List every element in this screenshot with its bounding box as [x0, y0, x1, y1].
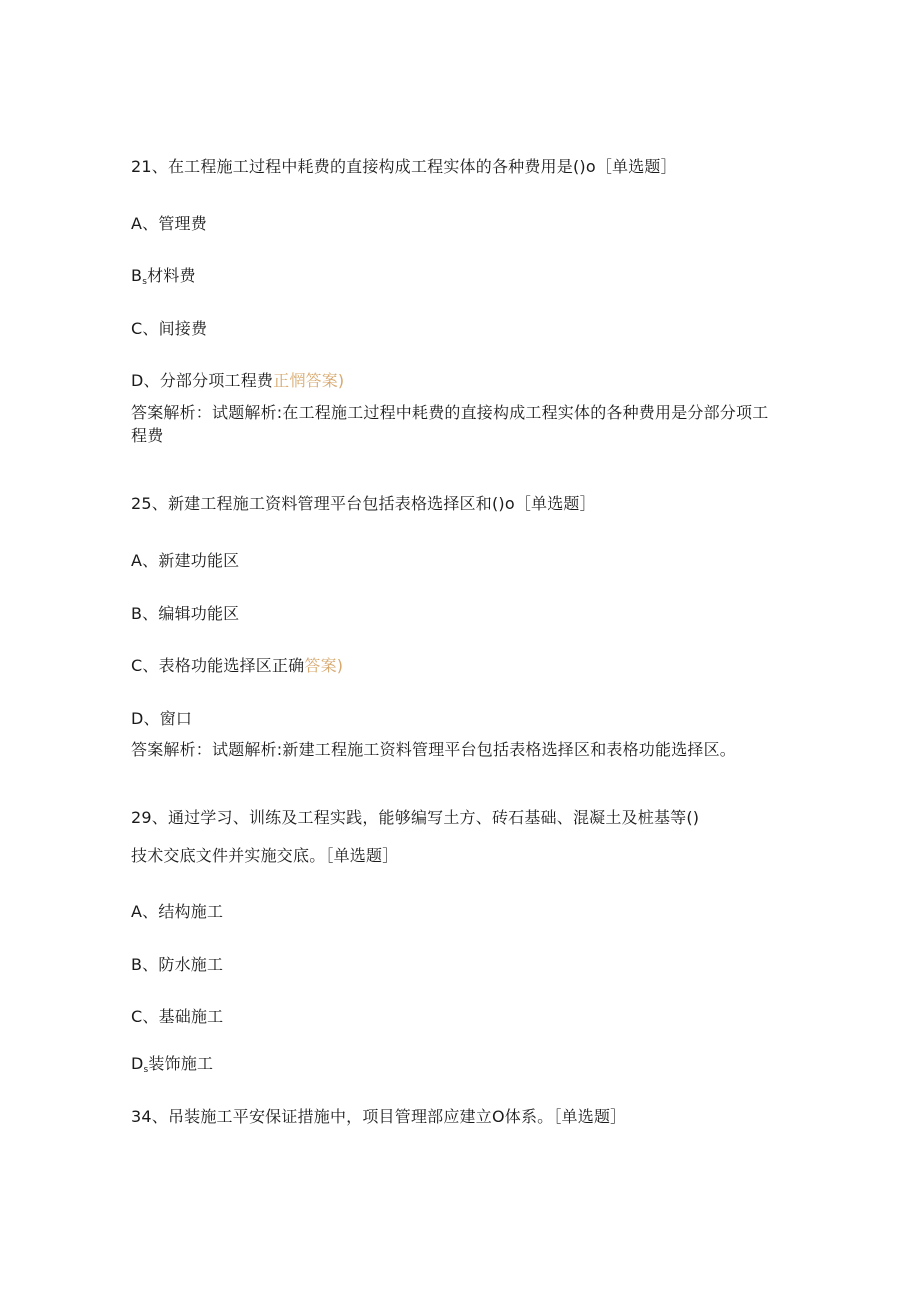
question-25-option-c: [131, 655, 343, 677]
correct-answer-mark: 答案): [304, 656, 344, 675]
question-21-explanation: 答案解析：试题解析:在工程施工过程中耗费的直接构成工程实体的各种费用是分部分项工程费: [131, 403, 769, 445]
correct-answer-mark: 正惘答案): [273, 371, 345, 390]
question-25-option-d: D、窗口: [131, 709, 193, 728]
question-29-text-line2: 技术交底文件并实施交底。［单选题］: [131, 846, 399, 865]
question-29-option-c: C、基础施工: [131, 1007, 224, 1026]
question-34-text: 34、吊装施工平安保证措施中，项目管理部应建立O体系。［单选题］: [131, 1107, 627, 1126]
option-c-text: C、表格功能选择区正确: [131, 656, 305, 675]
option-b-text: 材料费: [147, 266, 196, 285]
option-b-letter: B: [131, 266, 143, 285]
question-21-option-b: [131, 265, 196, 293]
option-d-letter: D: [131, 1054, 144, 1073]
question-25-option-a: A、新建功能区: [131, 551, 240, 570]
question-25-explanation: 答案解析：试题解析:新建工程施工资料管理平台包括表格选择区和表格功能选择区。: [131, 740, 736, 759]
option-d-subscript: s: [143, 1065, 149, 1075]
question-25-text: 25、新建工程施工资料管理平台包括表格选择区和()o［单选题］: [131, 494, 596, 513]
question-21-option-c: C、间接费: [131, 319, 208, 338]
question-21-option-d: [131, 370, 344, 392]
question-29-option-b: B、防水施工: [131, 955, 224, 974]
question-29-option-d: [131, 1053, 213, 1081]
question-29-option-a: A、结构施工: [131, 902, 224, 921]
option-d-text: D、分部分项工程费: [131, 371, 274, 390]
question-21-option-a: A、管理费: [131, 214, 207, 233]
question-21-text: 21、在工程施工过程中耗费的直接构成工程实体的各种费用是()o［单选题］: [131, 157, 677, 176]
question-25-option-b: B、编辑功能区: [131, 604, 240, 623]
question-29-text-line1: 29、通过学习、训练及工程实践，能够编写土方、砖石基础、混凝土及桩基等(): [131, 808, 700, 827]
option-b-subscript: s: [142, 277, 148, 287]
option-d-text: 装饰施工: [148, 1054, 214, 1073]
